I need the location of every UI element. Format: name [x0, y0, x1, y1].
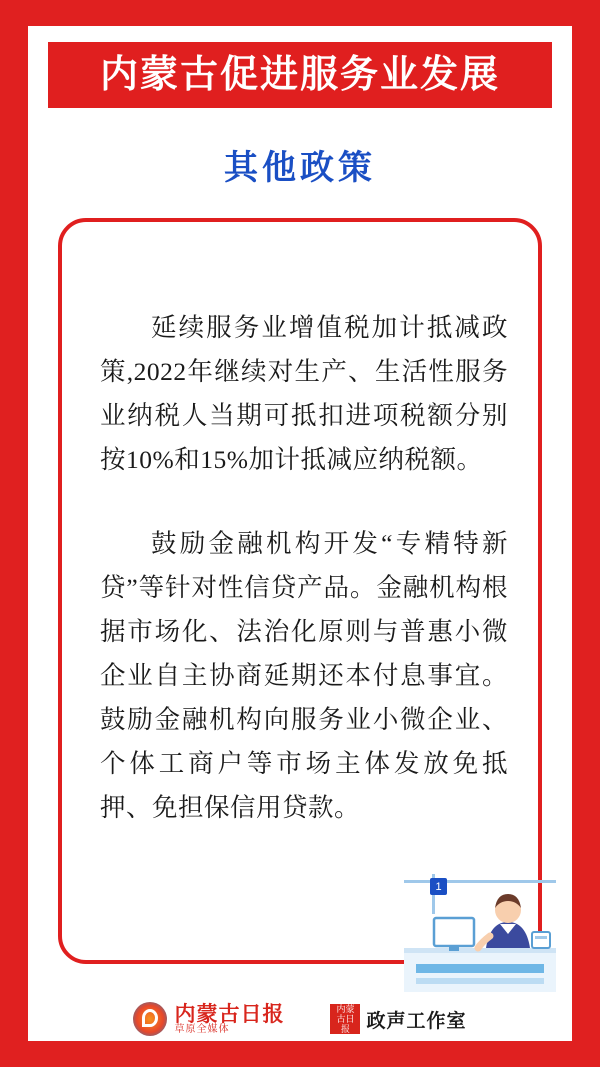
service-desk-illustration: [404, 874, 556, 992]
zhengsheng-logo-text: 政声工作室: [366, 1010, 467, 1032]
illustration-badge: 1: [430, 878, 447, 895]
illustration-svg: [404, 874, 556, 992]
logo-inner-mongolia-daily: [133, 1002, 284, 1036]
content-box: [58, 218, 542, 964]
body-paragraph-1: 延续服务业增值税加计抵减政策,2022年继续对生产、生活性服务业纳税人当期可抵扣进项税额分别按10%和15%加计抵减应纳税额。: [100, 313, 508, 474]
daily-logo-icon: [133, 1002, 167, 1036]
page-subtitle: 其他政策: [224, 150, 376, 187]
daily-logo-main-text: 内蒙古日报: [174, 1001, 285, 1026]
zhengsheng-logo-icon: 内蒙古日报: [330, 1004, 360, 1034]
logo-zhengsheng-studio: [330, 1004, 466, 1034]
content-body: [100, 306, 508, 830]
title-banner: [48, 42, 552, 108]
footer-logos: [0, 990, 600, 1048]
body-paragraph-2: 鼓励金融机构开发“专精特新贷”等针对性信贷产品。金融机构根据市场化、法治化原则与普惠小微企业自主协商延期还本付息事宜。鼓励金融机构向服务业小微企业、个体工商户等市场主体发放免抵押、免担保信用贷款。: [100, 529, 508, 822]
page-title: 内蒙古促进服务业发展: [99, 54, 500, 96]
daily-logo-sub-text: 草原全媒体: [174, 1023, 230, 1035]
daily-logo-words: [174, 1003, 284, 1036]
